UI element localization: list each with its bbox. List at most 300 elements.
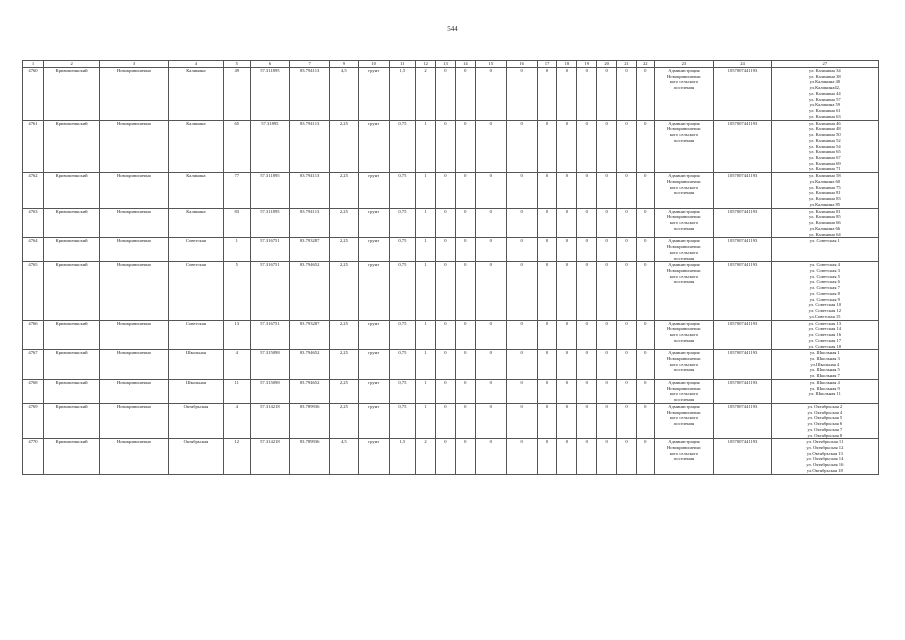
cell-settlement: Новокривошеино [100,238,168,262]
cell-line: ул. Советская 16 [808,332,842,338]
cell-line: ул. Советская 13 [808,320,842,326]
cell-owner [654,439,714,474]
cell-count: 0 [636,320,654,350]
cell-count: 0 [455,403,475,438]
table-row [23,379,879,403]
cell-line: ул. Советская 6 [809,279,840,285]
cell-latitude: 57.311895 [250,208,290,238]
cell-line: ул. Калинина 61 [809,108,841,114]
cell-district: Кривошеинский [43,173,99,208]
cell-latitude: 57.316751 [250,238,290,262]
cell-settlement: Новокривошеино [100,379,168,403]
cell-line: ул. Школьная 9 [809,385,840,391]
cell-owner [654,403,714,438]
cell-count: 0 [617,238,637,262]
cell-col-11: 0,75 [389,120,416,173]
cell-col-12: 1 [416,173,436,208]
cell-longitude: 83.794113 [290,120,330,173]
cell-count: 0 [617,173,637,208]
cell-count: 0 [557,379,577,403]
cell-street: Школьная [168,379,223,403]
cell-street: Советская [168,320,223,350]
cell-line: кого сельского [669,249,699,255]
cell-owner [654,262,714,320]
cell-col-12: 1 [416,320,436,350]
registry-table [22,60,879,475]
cell-count: 0 [436,120,456,173]
column-header: 12 [416,61,436,68]
cell-line: поселения [673,456,695,462]
cell-count: 0 [506,320,537,350]
cell-line: кого сельского [669,273,699,279]
cell-latitude: 57.316751 [250,320,290,350]
cell-line: Администрация [668,439,700,445]
cell-col-11: 0,75 [389,379,416,403]
cell-count: 0 [537,320,557,350]
cell-house: 5 [224,262,251,320]
cell-district: Кривошеинский [43,350,99,380]
cell-line: ул. Октябрьская 14 [806,456,844,462]
cell-line: ул. Школьная 1 [809,350,840,356]
table-row [23,68,879,121]
cell-count: 0 [597,238,617,262]
cell-count: 0 [557,68,577,121]
cell-line: ул.Октябрьская 13 [806,450,843,456]
cell-count: 0 [436,238,456,262]
column-header: 1 [23,61,44,68]
cell-addresses [771,320,878,350]
cell-count: 0 [436,350,456,380]
cell-count: 0 [557,350,577,380]
cell-count: 0 [597,320,617,350]
cell-count: 0 [557,403,577,438]
cell-owner [654,68,714,121]
cell-col-11: 1,5 [389,439,416,474]
cell-count: 0 [577,262,597,320]
cell-line: ул. Октябрьская 12 [806,445,844,450]
cell-surface: грунт [358,320,389,350]
cell-line: кого сельского [669,132,699,138]
cell-col-12: 1 [416,208,436,238]
cell-count: 0 [455,68,475,121]
page-number: 544 [447,25,458,33]
cell-count: 0 [636,238,654,262]
column-header: 23 [654,61,714,68]
cell-addresses [771,120,878,173]
cell-street: Калинина [168,68,223,121]
cell-count: 0 [636,262,654,320]
cell-count: 0 [475,403,506,438]
cell-line: ул. Калинина 38 [809,73,841,79]
cell-latitude: 57.311895 [250,173,290,208]
cell-district: Кривошеинский [43,379,99,403]
cell-count: 0 [436,173,456,208]
cell-street: Калинина [168,120,223,173]
cell-id: 4764 [23,238,44,262]
cell-owner [654,379,714,403]
cell-count: 0 [506,403,537,438]
cell-count: 0 [475,120,506,173]
cell-line: ул.Школьная 4 [810,361,840,367]
cell-line: ул. Калинина 75 [809,184,841,190]
cell-area: 2,25 [330,379,359,403]
cell-house: 1 [224,238,251,262]
cell-house: 4 [224,350,251,380]
cell-line: Новокривошеинс [666,73,701,79]
cell-count: 0 [597,262,617,320]
cell-id: 4770 [23,439,44,474]
cell-area: 2,25 [330,320,359,350]
cell-latitude: 57.315098 [250,379,290,403]
cell-count: 0 [537,439,557,474]
cell-ogrn: 1057007441193 [714,238,771,262]
cell-col-11: 0,75 [389,350,416,380]
table-row [23,403,879,438]
cell-id: 4761 [23,120,44,173]
cell-line: ул. Калинина 50 [809,132,841,138]
cell-count: 0 [436,439,456,474]
cell-ogrn: 1057007441193 [714,403,771,438]
table-row [23,208,879,238]
cell-count: 0 [475,262,506,320]
cell-count: 0 [506,173,537,208]
cell-line: ул.Калинина 85 [809,201,841,207]
cell-line: ул. Октябрьская 6 [807,421,843,427]
cell-count: 0 [577,350,597,380]
cell-count: 0 [506,350,537,380]
cell-count: 0 [557,120,577,173]
cell-count: 0 [455,379,475,403]
cell-count: 0 [577,379,597,403]
table-row [23,350,879,380]
cell-surface: грунт [358,350,389,380]
cell-id: 4762 [23,173,44,208]
cell-line: ул. Калинина 85 [809,214,841,220]
cell-addresses [771,173,878,208]
cell-ogrn: 1057007441193 [714,379,771,403]
cell-longitude: 83.789936 [290,439,330,474]
column-header: 24 [714,61,771,68]
cell-col-12: 1 [416,403,436,438]
cell-line: ул. Калинина 46 [809,120,841,126]
cell-col-12: 1 [416,262,436,320]
cell-line: ул. Советская 17 [808,337,842,343]
cell-line: кого сельского [669,332,699,338]
cell-latitude: 57.31895 [250,120,290,173]
cell-house: 13 [224,320,251,350]
cell-ogrn: 1057007441193 [714,173,771,208]
cell-settlement: Новокривошеино [100,350,168,380]
cell-count: 0 [597,68,617,121]
cell-line: кого сельского [669,361,699,367]
column-header: 5 [224,61,251,68]
cell-line: ул. Калинина 81 [809,208,841,214]
cell-line: ул. Советская 5 [809,273,840,279]
cell-line: ул.Октябрьская 18 [806,467,843,473]
cell-ogrn: 1057007441193 [714,120,771,173]
cell-surface: грунт [358,208,389,238]
cell-count: 0 [436,320,456,350]
cell-surface: грунт [358,173,389,208]
column-header: 14 [455,61,475,68]
cell-settlement: Новокривошеино [100,68,168,121]
cell-id: 4760 [23,68,44,121]
cell-line: поселения [673,225,695,231]
cell-line: ул. Советская 9 [809,296,840,302]
cell-line: ул. Калинина 83 [809,196,841,202]
table-row [23,120,879,173]
cell-count: 0 [577,208,597,238]
cell-street: Калинина [168,173,223,208]
column-header: 19 [577,61,597,68]
cell-col-11: 0,75 [389,238,416,262]
cell-id: 4767 [23,350,44,380]
cell-count: 0 [577,439,597,474]
cell-line: ул. Советская 4 [809,262,840,268]
cell-longitude: 83.793287 [290,320,330,350]
cell-line: ул. Калинина 64 [809,231,841,237]
cell-district: Кривошеинский [43,403,99,438]
cell-owner [654,120,714,173]
cell-line: поселения [673,367,695,373]
column-header: 18 [557,61,577,68]
cell-line: поселения [673,190,695,196]
cell-street: Октябрьская [168,403,223,438]
cell-line: ул. Советская 12 [808,308,842,314]
cell-settlement: Новокривошеино [100,403,168,438]
cell-line: ул.Калинина42, [809,85,841,91]
cell-area: 2,25 [330,238,359,262]
cell-line: ул. Калинина 48 [809,126,841,132]
cell-owner [654,173,714,208]
cell-count: 0 [537,238,557,262]
cell-surface: грунт [358,379,389,403]
cell-line: кого сельского [669,450,699,456]
cell-count: 0 [636,350,654,380]
cell-line: кого сельского [669,184,699,190]
cell-area: 4,5 [330,68,359,121]
cell-count: 0 [597,120,617,173]
table-row [23,262,879,320]
cell-line: ул. Калинина 54 [809,143,841,149]
cell-line: поселения [673,421,695,427]
cell-district: Кривошеинский [43,208,99,238]
cell-col-11: 0,75 [389,173,416,208]
cell-col-12: 1 [416,379,436,403]
cell-count: 0 [557,173,577,208]
cell-addresses [771,439,878,474]
cell-longitude: 83.789936 [290,403,330,438]
cell-line: поселения [673,255,695,261]
cell-count: 0 [475,379,506,403]
cell-line: ул. Октябрьская 2 [807,403,843,409]
cell-line: поселения [673,85,695,91]
cell-owner [654,320,714,350]
cell-street: Советская [168,262,223,320]
cell-addresses [771,208,878,238]
cell-settlement: Новокривошеино [100,173,168,208]
cell-house: 83 [224,208,251,238]
cell-line: ул.Калинина 59 [809,102,841,108]
cell-settlement: Новокривошеино [100,208,168,238]
cell-district: Кривошеинский [43,320,99,350]
cell-line: ул. Калинина 66 [809,220,841,226]
cell-line: Администрация [668,68,700,73]
cell-id: 4763 [23,208,44,238]
cell-line: Администрация [668,120,700,126]
cell-count: 0 [537,403,557,438]
column-header: 4 [168,61,223,68]
cell-line: ул.Калинина 66 [809,225,841,231]
cell-line: ул. Советская 10 [808,302,842,308]
cell-count: 0 [557,320,577,350]
cell-line: Новокривошеинс [666,326,701,332]
cell-count: 0 [436,208,456,238]
cell-count: 0 [455,120,475,173]
cell-longitude: 83.794113 [290,208,330,238]
cell-col-12: 1 [416,350,436,380]
column-header: 9 [330,61,359,68]
cell-line: ул. Октябрьская 8 [807,432,843,438]
cell-street: Октябрьская [168,439,223,474]
cell-line: ул. Калинина 57 [809,96,841,102]
cell-line: поселения [673,137,695,143]
cell-line: ул.Советская 15 [809,313,841,319]
cell-count: 0 [597,173,617,208]
cell-area: 2,25 [330,173,359,208]
cell-area: 2,25 [330,350,359,380]
column-header: 10 [358,61,389,68]
cell-line: ул. Школьная 5 [809,367,840,373]
cell-longitude: 83.794652 [290,350,330,380]
cell-count: 0 [455,173,475,208]
cell-count: 0 [597,208,617,238]
cell-area: 4,5 [330,439,359,474]
cell-ogrn: 1057007441193 [714,208,771,238]
cell-line: ул. Школьная 3 [809,355,840,361]
cell-area: 2,25 [330,403,359,438]
cell-count: 0 [557,208,577,238]
cell-settlement: Новокривошеино [100,320,168,350]
cell-col-11: 0,75 [389,320,416,350]
cell-house: 65 [224,120,251,173]
cell-count: 0 [617,68,637,121]
cell-col-11: 0,75 [389,208,416,238]
cell-count: 0 [506,439,537,474]
cell-count: 0 [506,208,537,238]
cell-line: ул. Калинина 67 [809,155,841,161]
cell-settlement: Новокривошеино [100,120,168,173]
cell-area: 2,25 [330,208,359,238]
cell-count: 0 [577,403,597,438]
cell-surface: грунт [358,120,389,173]
cell-count: 0 [475,173,506,208]
cell-count: 0 [506,120,537,173]
cell-latitude: 57.314218 [250,439,290,474]
cell-longitude: 83.794652 [290,379,330,403]
cell-count: 0 [537,379,557,403]
cell-surface: грунт [358,238,389,262]
table-header-row [23,61,879,68]
cell-line: ул. Калинина 52 [809,137,841,143]
table-row [23,173,879,208]
cell-line: Новокривошеинс [666,267,701,273]
cell-addresses [771,68,878,121]
cell-count: 0 [506,238,537,262]
cell-owner [654,208,714,238]
cell-count: 0 [617,403,637,438]
cell-longitude: 83.794113 [290,68,330,121]
cell-latitude: 57.316751 [250,262,290,320]
cell-count: 0 [577,173,597,208]
cell-line: кого сельского [669,415,699,421]
cell-count: 0 [475,208,506,238]
cell-house: 12 [224,439,251,474]
cell-count: 0 [436,379,456,403]
cell-line: поселения [673,337,695,343]
cell-count: 0 [455,439,475,474]
cell-line: ул. Советская 3 [809,267,840,273]
cell-line: ул. Калинина 71 [809,166,841,172]
cell-count: 0 [577,320,597,350]
cell-count: 0 [537,68,557,121]
cell-count: 0 [617,320,637,350]
cell-ogrn: 1057007441193 [714,439,771,474]
cell-district: Кривошеинский [43,68,99,121]
cell-count: 0 [557,238,577,262]
cell-count: 0 [506,262,537,320]
cell-addresses [771,350,878,380]
column-header: 2 [43,61,99,68]
cell-house: 77 [224,173,251,208]
cell-count: 0 [597,403,617,438]
cell-line: ул.Калинина 40 [809,79,841,85]
cell-line: поселения [673,279,695,285]
column-header: 16 [506,61,537,68]
cell-id: 4768 [23,379,44,403]
cell-count: 0 [537,262,557,320]
column-header: 7 [290,61,330,68]
cell-street: Калинина [168,208,223,238]
cell-latitude: 57.314218 [250,403,290,438]
cell-area: 2,25 [330,262,359,320]
column-header: 21 [617,61,637,68]
cell-line: ул. Советская 7 [809,285,840,291]
cell-latitude: 57.315098 [250,350,290,380]
cell-count: 0 [597,379,617,403]
cell-ogrn: 1057007441193 [714,262,771,320]
cell-count: 0 [475,320,506,350]
cell-count: 0 [537,120,557,173]
cell-count: 0 [636,120,654,173]
column-header: 17 [537,61,557,68]
column-header: 20 [597,61,617,68]
cell-house: 49 [224,68,251,121]
cell-longitude: 83.794113 [290,173,330,208]
cell-line: Администрация [668,173,700,179]
cell-owner [654,350,714,380]
cell-count: 0 [475,68,506,121]
cell-count: 0 [455,320,475,350]
cell-line: Новокривошеинс [666,178,701,184]
cell-surface: грунт [358,68,389,121]
cell-line: кого сельского [669,391,699,397]
cell-col-11: 0,75 [389,403,416,438]
cell-count: 0 [537,350,557,380]
cell-district: Кривошеинский [43,120,99,173]
cell-line: Администрация [668,379,700,385]
cell-addresses [771,403,878,438]
